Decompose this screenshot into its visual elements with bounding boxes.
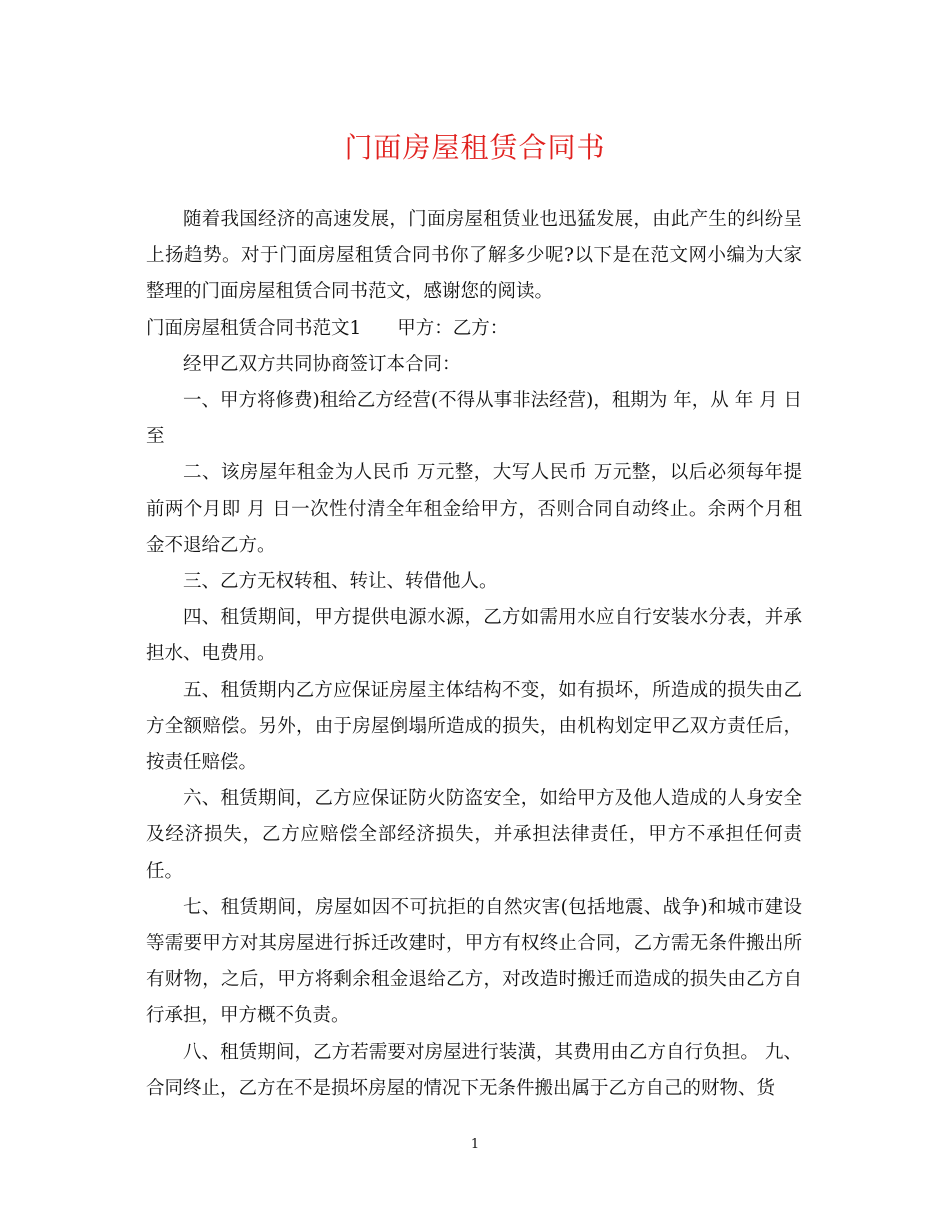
sample-heading-line: [146, 311, 802, 347]
agreement-paragraph: 经甲乙双方共同协商签订本合同：: [183, 353, 461, 375]
document-title: 门面房屋租赁合同书: [344, 131, 606, 164]
sample-heading: 门面房屋租赁合同书范文1: [146, 317, 362, 339]
clause-8: 八、租赁期间，乙方若需要对房屋进行装潢，其费用由乙方自行负担。 九、合同终止，乙方在不是损坏房屋的情况下无条件搬出属于乙方自己的财物、货: [146, 1041, 802, 1099]
parties-line: 甲方：乙方：: [397, 317, 509, 339]
document-body: [146, 202, 802, 1107]
clause-4: 四、租赁期间，甲方提供电源水源，乙方如需用水应自行安装水分表，并承担水、电费用。: [146, 607, 802, 665]
clause-6: 六、租赁期间，乙方应保证防火防盗安全，如给甲方及他人造成的人身安全及经济损失，乙方应赔偿全部经济损失，并承担法律责任，甲方不承担任何责任。: [146, 788, 802, 882]
intro-paragraph: 随着我国经济的高速发展，门面房屋租赁业也迅猛发展，由此产生的纠纷呈上扬趋势。对于门面房屋租赁合同书你了解多少呢?以下是在范文网小编为大家整理的门面房屋租赁合同书范文，感谢您的阅读。: [146, 209, 802, 303]
clause-2: 二、该房屋年租金为人民币 万元整，大写人民币 万元整，以后必须每年提前两个月即 月 日一次性付清全年租金给甲方，否则合同自动终止。余两个月租金不退给乙方。: [146, 462, 802, 556]
clause-3: 三、乙方无权转租、转让、转借他人。: [183, 571, 498, 593]
clause-5: 五、租赁期内乙方应保证房屋主体结构不变，如有损坏，所造成的损失由乙方全额赔偿。另外，由于房屋倒塌所造成的损失，由机构划定甲乙双方责任后，按责任赔偿。: [146, 679, 802, 774]
page-number: 1: [470, 1137, 480, 1152]
clause-7: 七、租赁期间，房屋如因不可抗拒的自然灾害(包括地震、战争)和城市建设等需要甲方对其房屋进行拆迁改建时，甲方有权终止合同，乙方需无条件搬出所有财物，之后，甲方将剩余租金退给乙方，对改造时搬迁而造成的损失由乙方自行承担，甲方概不负责。: [146, 896, 802, 1027]
clause-1: 一、甲方将修费)租给乙方经营(不得从事非法经营)，租期为 年，从 年 月 日至: [146, 390, 802, 448]
